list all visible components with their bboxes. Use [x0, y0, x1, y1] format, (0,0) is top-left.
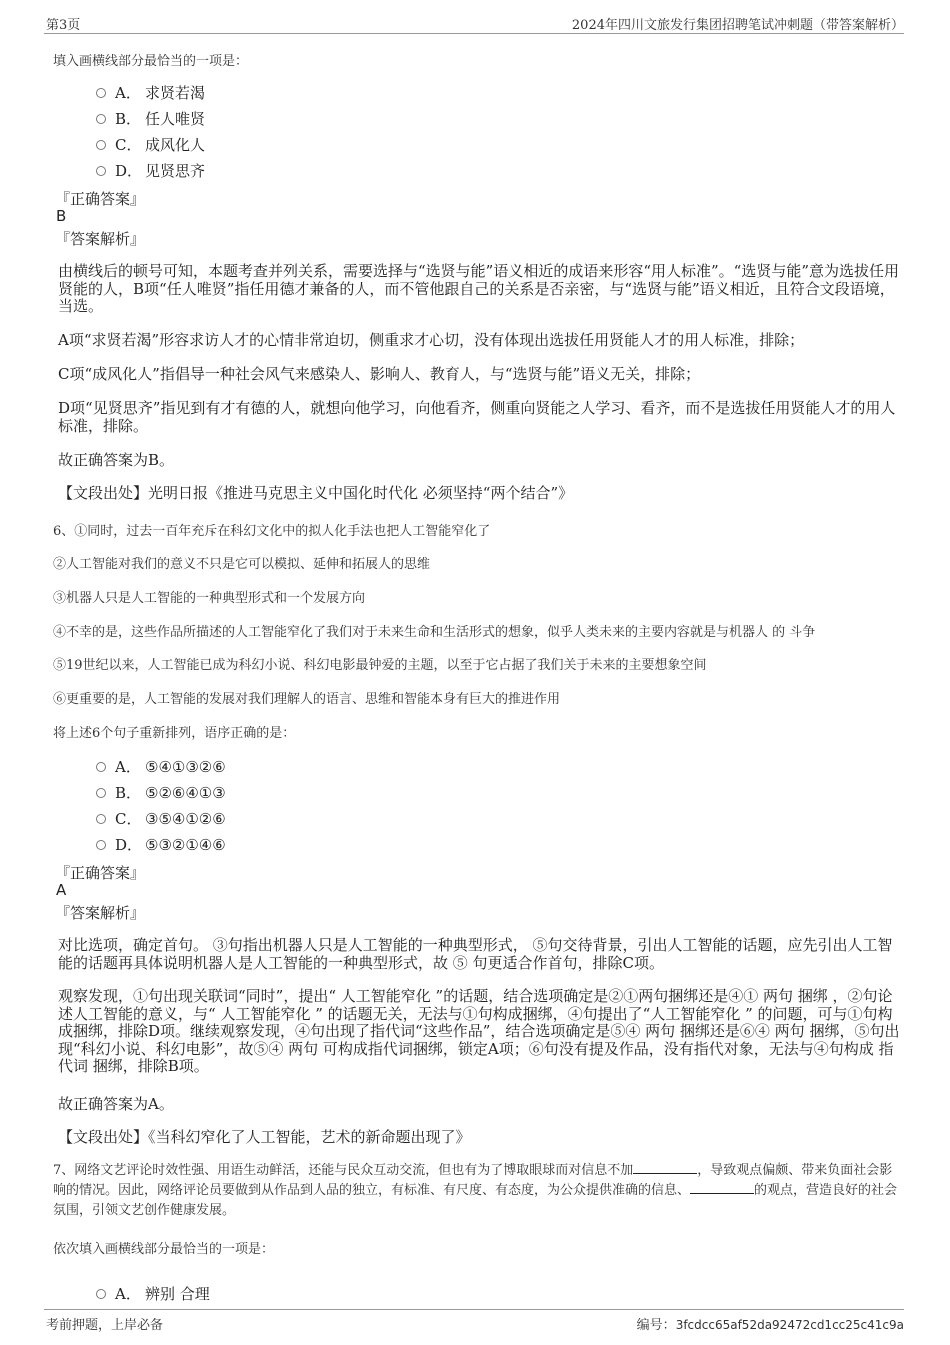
q5-source: 【文段出处】光明日报《推进马克思主义中国化时代化 必须坚持“两个结合”》: [58, 484, 574, 502]
q6-analysis-p3: 故正确答案为A。: [58, 1095, 174, 1113]
footer-slogan: 考前押题，上岸必备: [46, 1318, 164, 1333]
q6-sentence-4: ④不幸的是，这些作品所描述的人工智能窄化了我们对于未来生命和生活形式的想象，似乎人类未来的主要内容就是与机器人 的 斗争: [53, 625, 816, 640]
q7-stem: 7、网络文艺评论时效性强、用语生动鲜活，还能与民众互动交流，但也有为了博取眼球而对信息不加 ，导致观点偏颇、带来负面社会影响的情况。因此，网络评论员要做到从作品到人品的独立，有标准、有尺度、有态度，为公众提供准确的信息、 的观点，营造良好的社会氛围，引领文艺创作健康发展。: [53, 1163, 898, 1218]
q6-analysis-label: 『答案解析』: [55, 904, 146, 922]
q7-prompt: 依次填入画横线部分最恰当的一项是：: [53, 1242, 275, 1257]
q6-option-a[interactable]: A． ⑤④①③②⑥: [96, 756, 226, 776]
footer-code: 编号：3fcdcc65af52da92472cd1cc25c41c9a: [636, 1318, 904, 1333]
fill-blank-2[interactable]: [690, 1181, 754, 1194]
q6-prompt: 将上述6个句子重新排列，语序正确的是：: [53, 726, 296, 741]
q5-analysis-label: 『答案解析』: [55, 230, 146, 248]
radio-icon[interactable]: [96, 88, 106, 98]
radio-icon[interactable]: [96, 788, 106, 798]
q6-source: 【文段出处】《当科幻窄化了人工智能，艺术的新命题出现了》: [58, 1128, 471, 1146]
q6-sentence-6: ⑥更重要的是，人工智能的发展对我们理解人的语言、思维和智能本身有巨大的推进作用: [53, 692, 561, 707]
q5-analysis-p2: A项“求贤若渴”形容求访人才的心情非常迫切，侧重求才心切，没有体现出选拔任用贤能人才的用人标准，排除；: [58, 331, 805, 349]
q5-analysis-p3: C项“成风化人”指倡导一种社会风气来感染人、影响人、教育人，与“选贤与能”语义无关，排除；: [58, 365, 701, 383]
radio-icon[interactable]: [96, 114, 106, 124]
q6-option-c[interactable]: C． ③⑤④①②⑥: [96, 808, 226, 828]
q5-option-c[interactable]: C． 成风化人: [96, 134, 205, 154]
radio-icon[interactable]: [96, 140, 106, 150]
q6-answer-label: 『正确答案』: [55, 864, 146, 882]
footer-rule: [44, 1309, 904, 1310]
q5-option-d[interactable]: D． 见贤思齐: [96, 160, 205, 180]
q5-option-b[interactable]: B． 任人唯贤: [96, 108, 205, 128]
q6-sentence-3: ③机器人只是人工智能的一种典型形式和一个发展方向: [53, 591, 366, 606]
document-title: 2024年四川文旅发行集团招聘笔试冲刺题（带答案解析）: [571, 18, 904, 33]
radio-icon[interactable]: [96, 762, 106, 772]
fill-blank-1[interactable]: [633, 1161, 697, 1174]
radio-icon[interactable]: [96, 840, 106, 850]
q7-option-a[interactable]: A． 辨别 合理: [96, 1283, 210, 1303]
q5-answer: B: [56, 207, 67, 225]
q5-option-a[interactable]: A． 求贤若渴: [96, 82, 205, 102]
radio-icon[interactable]: [96, 166, 106, 176]
q5-stem-tail: 填入画横线部分最恰当的一项是：: [53, 54, 249, 69]
radio-icon[interactable]: [96, 1289, 106, 1299]
q6-sentence-2: ②人工智能对我们的意义不只是它可以模拟、延伸和拓展人的思维: [53, 557, 431, 572]
header-rule: [44, 33, 904, 34]
q6-answer: A: [56, 881, 67, 899]
q6-analysis-p2: 观察发现，①句出现关联词“同时”，提出“ 人工智能窄化 ”的话题，结合选项确定是②①两句捆绑还是④① 两句 捆绑 ，②句论述人工智能的意义，与“ 人工智能窄化 ” 的话题无关，无法与①句构成捆绑，④句提出了“人工智能窄化 ” 的问题，可与①句构成捆绑，排除D项。继续观察发现，④句出现了指代词“这些作品”，结合选项确定是⑤④ 两句 捆绑还是⑥④ 两句 捆绑，⑤句出现“科幻小说、科幻电影”，故⑤④ 两句 可构成指代词捆绑，锁定A项；⑥句没有提及作品，没有指代对象，无法与④句构成 指代词 捆绑，排除B项。: [58, 987, 900, 1075]
q6-analysis-p1: 对比选项，确定首句。 ③句指出机器人只是人工智能的一种典型形式， ⑤句交待背景，引出人工智能的话题，应先引出人工智能的话题再具体说明机器人是人工智能的一种典型形式，故 ⑤ 句更适合作首句，排除C项。: [58, 936, 893, 972]
q5-analysis-p5: 故正确答案为B。: [58, 451, 175, 469]
q6-sentence-5: ⑤19世纪以来，人工智能已成为科幻小说、科幻电影最钟爱的主题，以至于它占据了我们关于未来的主要想象空间: [53, 658, 707, 673]
radio-icon[interactable]: [96, 814, 106, 824]
q5-analysis-p4: D项“见贤思齐”指见到有才有德的人，就想向他学习，向他看齐，侧重向贤能之人学习、看齐，而不是选拔任用贤能人才的用人标准，排除。: [58, 399, 896, 435]
q6-sentence-1: 6、①同时，过去一百年充斥在科幻文化中的拟人化手法也把人工智能窄化了: [53, 524, 491, 539]
q6-option-d[interactable]: D． ⑤③②①④⑥: [96, 834, 226, 854]
page-number: 第3页: [46, 18, 81, 33]
q5-answer-label: 『正确答案』: [55, 190, 146, 208]
q5-analysis-p1: 由横线后的顿号可知，本题考查并列关系，需要选择与“选贤与能”语义相近的成语来形容“用人标准”。“选贤与能”意为选拔任用贤能的人，B项“任人唯贤”指任用德才兼备的人，而不管他跟自己的关系是否亲密，与“选贤与能”语义相近，且符合文段语境，当选。: [58, 262, 900, 315]
q6-option-b[interactable]: B． ⑤②⑥④①③: [96, 782, 226, 802]
